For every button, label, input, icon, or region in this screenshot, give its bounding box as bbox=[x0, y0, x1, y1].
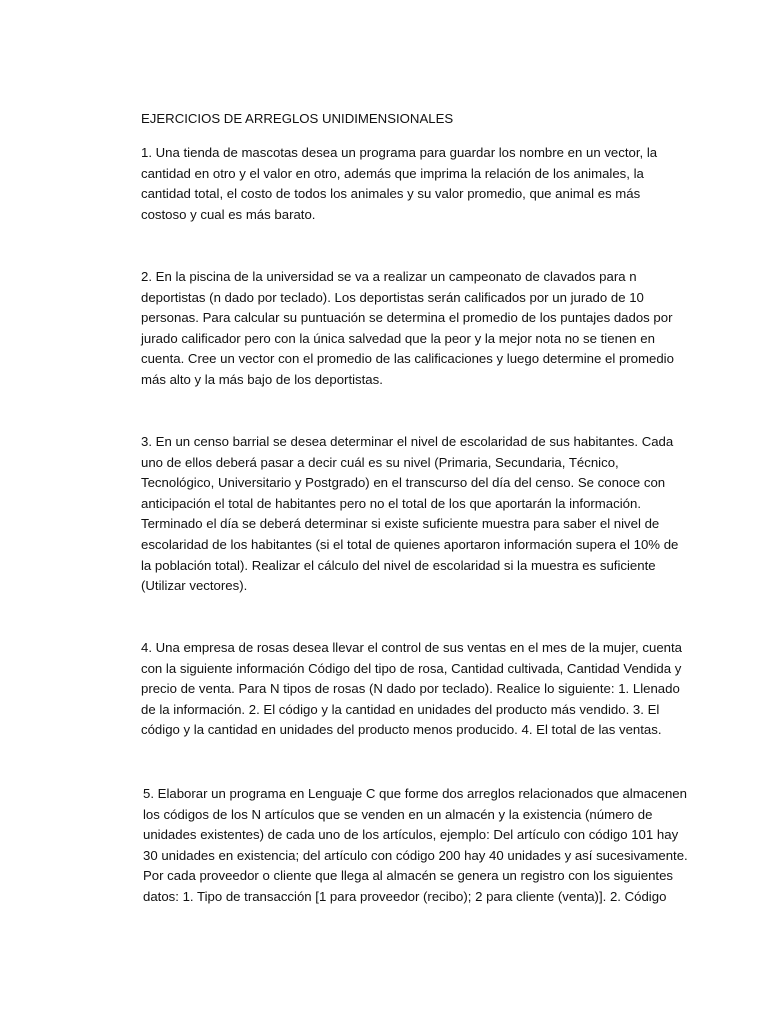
exercise-2-line: más alto y la más bajo de los deportistas. bbox=[141, 371, 383, 387]
exercise-5 bbox=[143, 784, 688, 908]
exercise-1 bbox=[141, 143, 661, 225]
exercise-2 bbox=[141, 267, 674, 391]
exercise-3-line: (Utilizar vectores). bbox=[141, 578, 248, 594]
exercise-5-line: Por cada proveedor o cliente que llega al almacén se genera un registro con los siguientes bbox=[143, 868, 674, 884]
exercise-2-line: deportistas (n dado por teclado). Los deportistas serán calificados por un jurado de 10 bbox=[141, 289, 644, 305]
exercise-1-line: 1. Una tienda de mascotas desea un programa para guardar los nombre en un vector, la bbox=[141, 145, 658, 160]
exercise-5-line: 30 unidades en existencia; del artículo con código 200 hay 40 unidades y así sucesivamente. bbox=[143, 847, 688, 863]
exercise-1-line: cantidad en otro y el valor en otro, además que imprima la relación de los animales, la bbox=[141, 165, 644, 181]
exercise-5-line: 5. Elaborar un programa en Lenguaje C que forme dos arreglos relacionados que almacenen bbox=[143, 786, 687, 801]
exercise-3-line: uno de ellos deberá pasar a decir cuál es su nivel (Primaria, Secundaria, Técnico, bbox=[141, 454, 619, 470]
exercise-4 bbox=[141, 638, 682, 741]
exercise-4-line: con la siguiente información Código del tipo de rosa, Cantidad cultivada, Cantidad Vendida y bbox=[141, 660, 682, 676]
exercise-3-line: escolaridad de los habitantes (si el total de quienes aportaron información supera el 10% de bbox=[141, 536, 679, 552]
exercise-2-line: 2. En la piscina de la universidad se va a realizar un campeonato de clavados para n bbox=[141, 269, 637, 284]
exercise-3 bbox=[141, 432, 679, 597]
exercise-5-line: los códigos de los N artículos que se venden en un almacén y la existencia (número de bbox=[143, 806, 653, 822]
exercise-1-line: cantidad total, el costo de todos los animales y su valor promedio, que animal es más bbox=[141, 186, 641, 202]
exercise-4-line: de la información. 2. El código y la cantidad en unidades del producto más vendido. 3. El bbox=[141, 701, 660, 717]
exercise-3-line: la población total). Realizar el cálculo del nivel de escolaridad si la muestra es suficiente bbox=[141, 557, 656, 573]
exercise-5-line: unidades existentes) de cada uno de los artículos, ejemplo: Del artículo con código 101 hay bbox=[143, 827, 679, 843]
exercise-3-line: anticipación el total de habitantes pero no el total de los que aportarán la información. bbox=[141, 495, 641, 511]
exercise-2-line: personas. Para calcular su puntuación se determina el promedio de los puntajes dados por bbox=[141, 310, 673, 326]
exercise-3-line: Terminado el día se deberá determinar si existe suficiente muestra para saber el nivel de bbox=[141, 516, 660, 532]
exercise-4-line: precio de venta. Para N tipos de rosas (N dado por teclado). Realice lo siguiente: 1. Llenado bbox=[141, 681, 680, 697]
exercise-3-line: Tecnológico, Universitario y Postgrado) en el transcurso del día del censo. Se conoce con bbox=[141, 475, 666, 491]
document-title: EJERCICIOS DE ARREGLOS UNIDIMENSIONALES bbox=[141, 111, 454, 126]
exercise-5-line: datos: 1. Tipo de transacción [1 para proveedor (recibo); 2 para cliente (venta)]. 2. Código bbox=[143, 888, 667, 904]
exercise-2-line: jurado calificador pero con la única salvedad que la peor y la mejor nota no se tienen en bbox=[141, 330, 655, 346]
exercise-2-line: cuenta. Cree un vector con el promedio de las calificaciones y luego determine el promedio bbox=[141, 351, 674, 367]
exercise-3-line: 3. En un censo barrial se desea determinar el nivel de escolaridad de sus habitantes. Cada bbox=[141, 434, 674, 449]
exercise-4-line: 4. Una empresa de rosas desea llevar el control de sus ventas en el mes de la mujer, cuenta bbox=[141, 640, 682, 655]
exercise-4-line: código y la cantidad en unidades del producto menos producido. 4. El total de las ventas. bbox=[141, 722, 662, 738]
exercise-1-line: costoso y cual es más barato. bbox=[141, 206, 316, 222]
